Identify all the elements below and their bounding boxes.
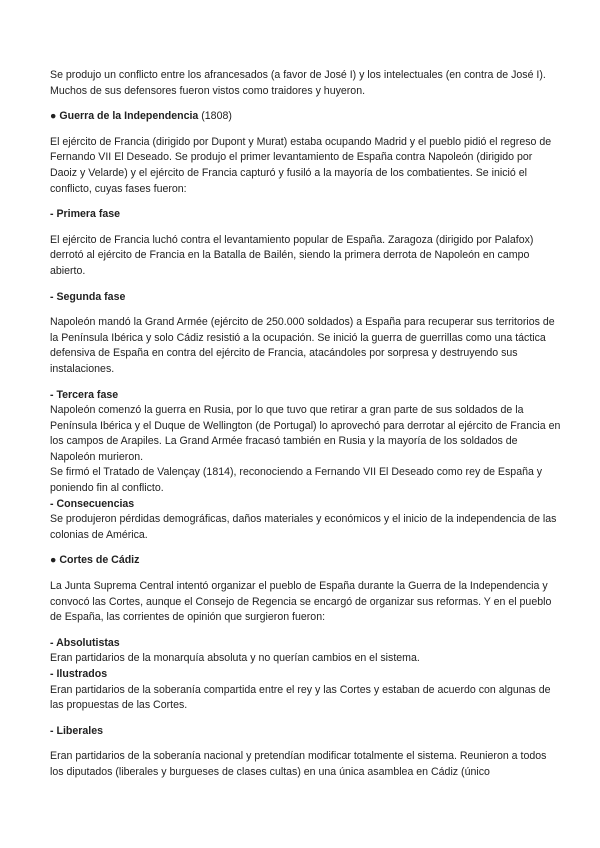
absolutistas-heading: - Absolutistas [50,636,120,649]
guerra-title: Guerra de la Independencia [59,110,199,123]
bullet-icon: ● [50,554,57,567]
tercera-paragraph-1: Napoleón comenzó la guerra en Rusia, por lo que tuvo que retirar a gran parte de sus soldados de la Península Ibérica y el Duque de Wellington (de Portugal) lo aprovechó para derrotar al ejército de Francia en los campos de Arapiles. La Grand Armée fracasó también en Rusia y la mayoría de los soldados de Napoleón murieron. [50,404,561,463]
document-page [50,68,562,781]
bullet-icon: ● [50,110,57,123]
cortes-heading [50,553,562,569]
primera-heading: - Primera fase [50,208,121,221]
consecuencias-paragraph: Se produjeron pérdidas demográficas, daños materiales y económicos y el inicio de la independencia de las colonias de América. [50,513,557,541]
tercera-paragraph-2: Se firmó el Tratado de Valençay (1814), reconociendo a Fernando VII El Deseado como rey de España y poniendo fin al conflicto. [50,466,543,495]
guerra-paragraph: El ejército de Francia (dirigido por Dupont y Murat) estaba ocupando Madrid y el pueblo pidió el regreso de Fernando VII El Deseado. Se produjo el primer levantamiento de España contra Napoleón (dirigido por Daoiz y Velarde) y el ejército de Francia capturó y fusiló a la mayoría de los combatientes. Se inició el conflicto, cuyas fases fueron: [50,135,552,195]
guerra-heading [50,109,562,125]
cortes-paragraph: La Junta Suprema Central intentó organizar el pueblo de España durante la Guerra de la Independencia y convocó las Cortes, aunque el Consejo de Regencia se encargó de organizar sus reformas. Y en el pueblo de España, las corrientes de opinión que surgieron fueron: [50,580,552,624]
segunda-paragraph: Napoleón mandó la Grand Armée (ejército de 250.000 soldados) a España para recuperar sus territorios de la Península Ibérica y solo Cádiz resistió a la ocupación. Se inició la guerra de guerrillas como una táctica defensiva de España en contra del ejército de Francia, atacándoles por sorpresa y destruyendo sus instalaciones. [50,316,555,375]
cortes-title: Cortes de Cádiz [59,554,140,567]
guerra-year: (1808) [201,110,232,123]
liberales-heading: - Liberales [50,724,103,737]
liberales-paragraph: Eran partidarios de la soberanía nacional y pretendían modificar totalmente el sistema. Reunieron a todos los diputados (liberales y burgueses de clases cultas) en una única asamblea en Cádiz (único [50,750,547,778]
segunda-heading: - Segunda fase [50,290,126,303]
consecuencias-heading: - Consecuencias [50,497,135,510]
absolutistas-paragraph: Eran partidarios de la monarquía absoluta y no querían cambios en el sistema. [50,652,420,665]
intro-paragraph: Se produjo un conflicto entre los afrancesados (a favor de José I) y los intelectuales (en contra de José I). Muchos de sus defensores fueron vistos como traidores y huyeron. [50,69,546,97]
ilustrados-paragraph: Eran partidarios de la soberanía compartida entre el rey y las Cortes y estaban de acuerdo con algunas de las propuestas de las Cortes. [50,683,551,712]
ilustrados-heading: - Ilustrados [50,668,108,680]
primera-paragraph: El ejército de Francia luchó contra el levantamiento popular de España. Zaragoza (dirigido por Palafox) derrotó al ejército de Francia en la Batalla de Bailén, siendo la primera derrota de Napoleón en campo abierto. [50,233,534,277]
tercera-heading: - Tercera fase [50,388,119,401]
